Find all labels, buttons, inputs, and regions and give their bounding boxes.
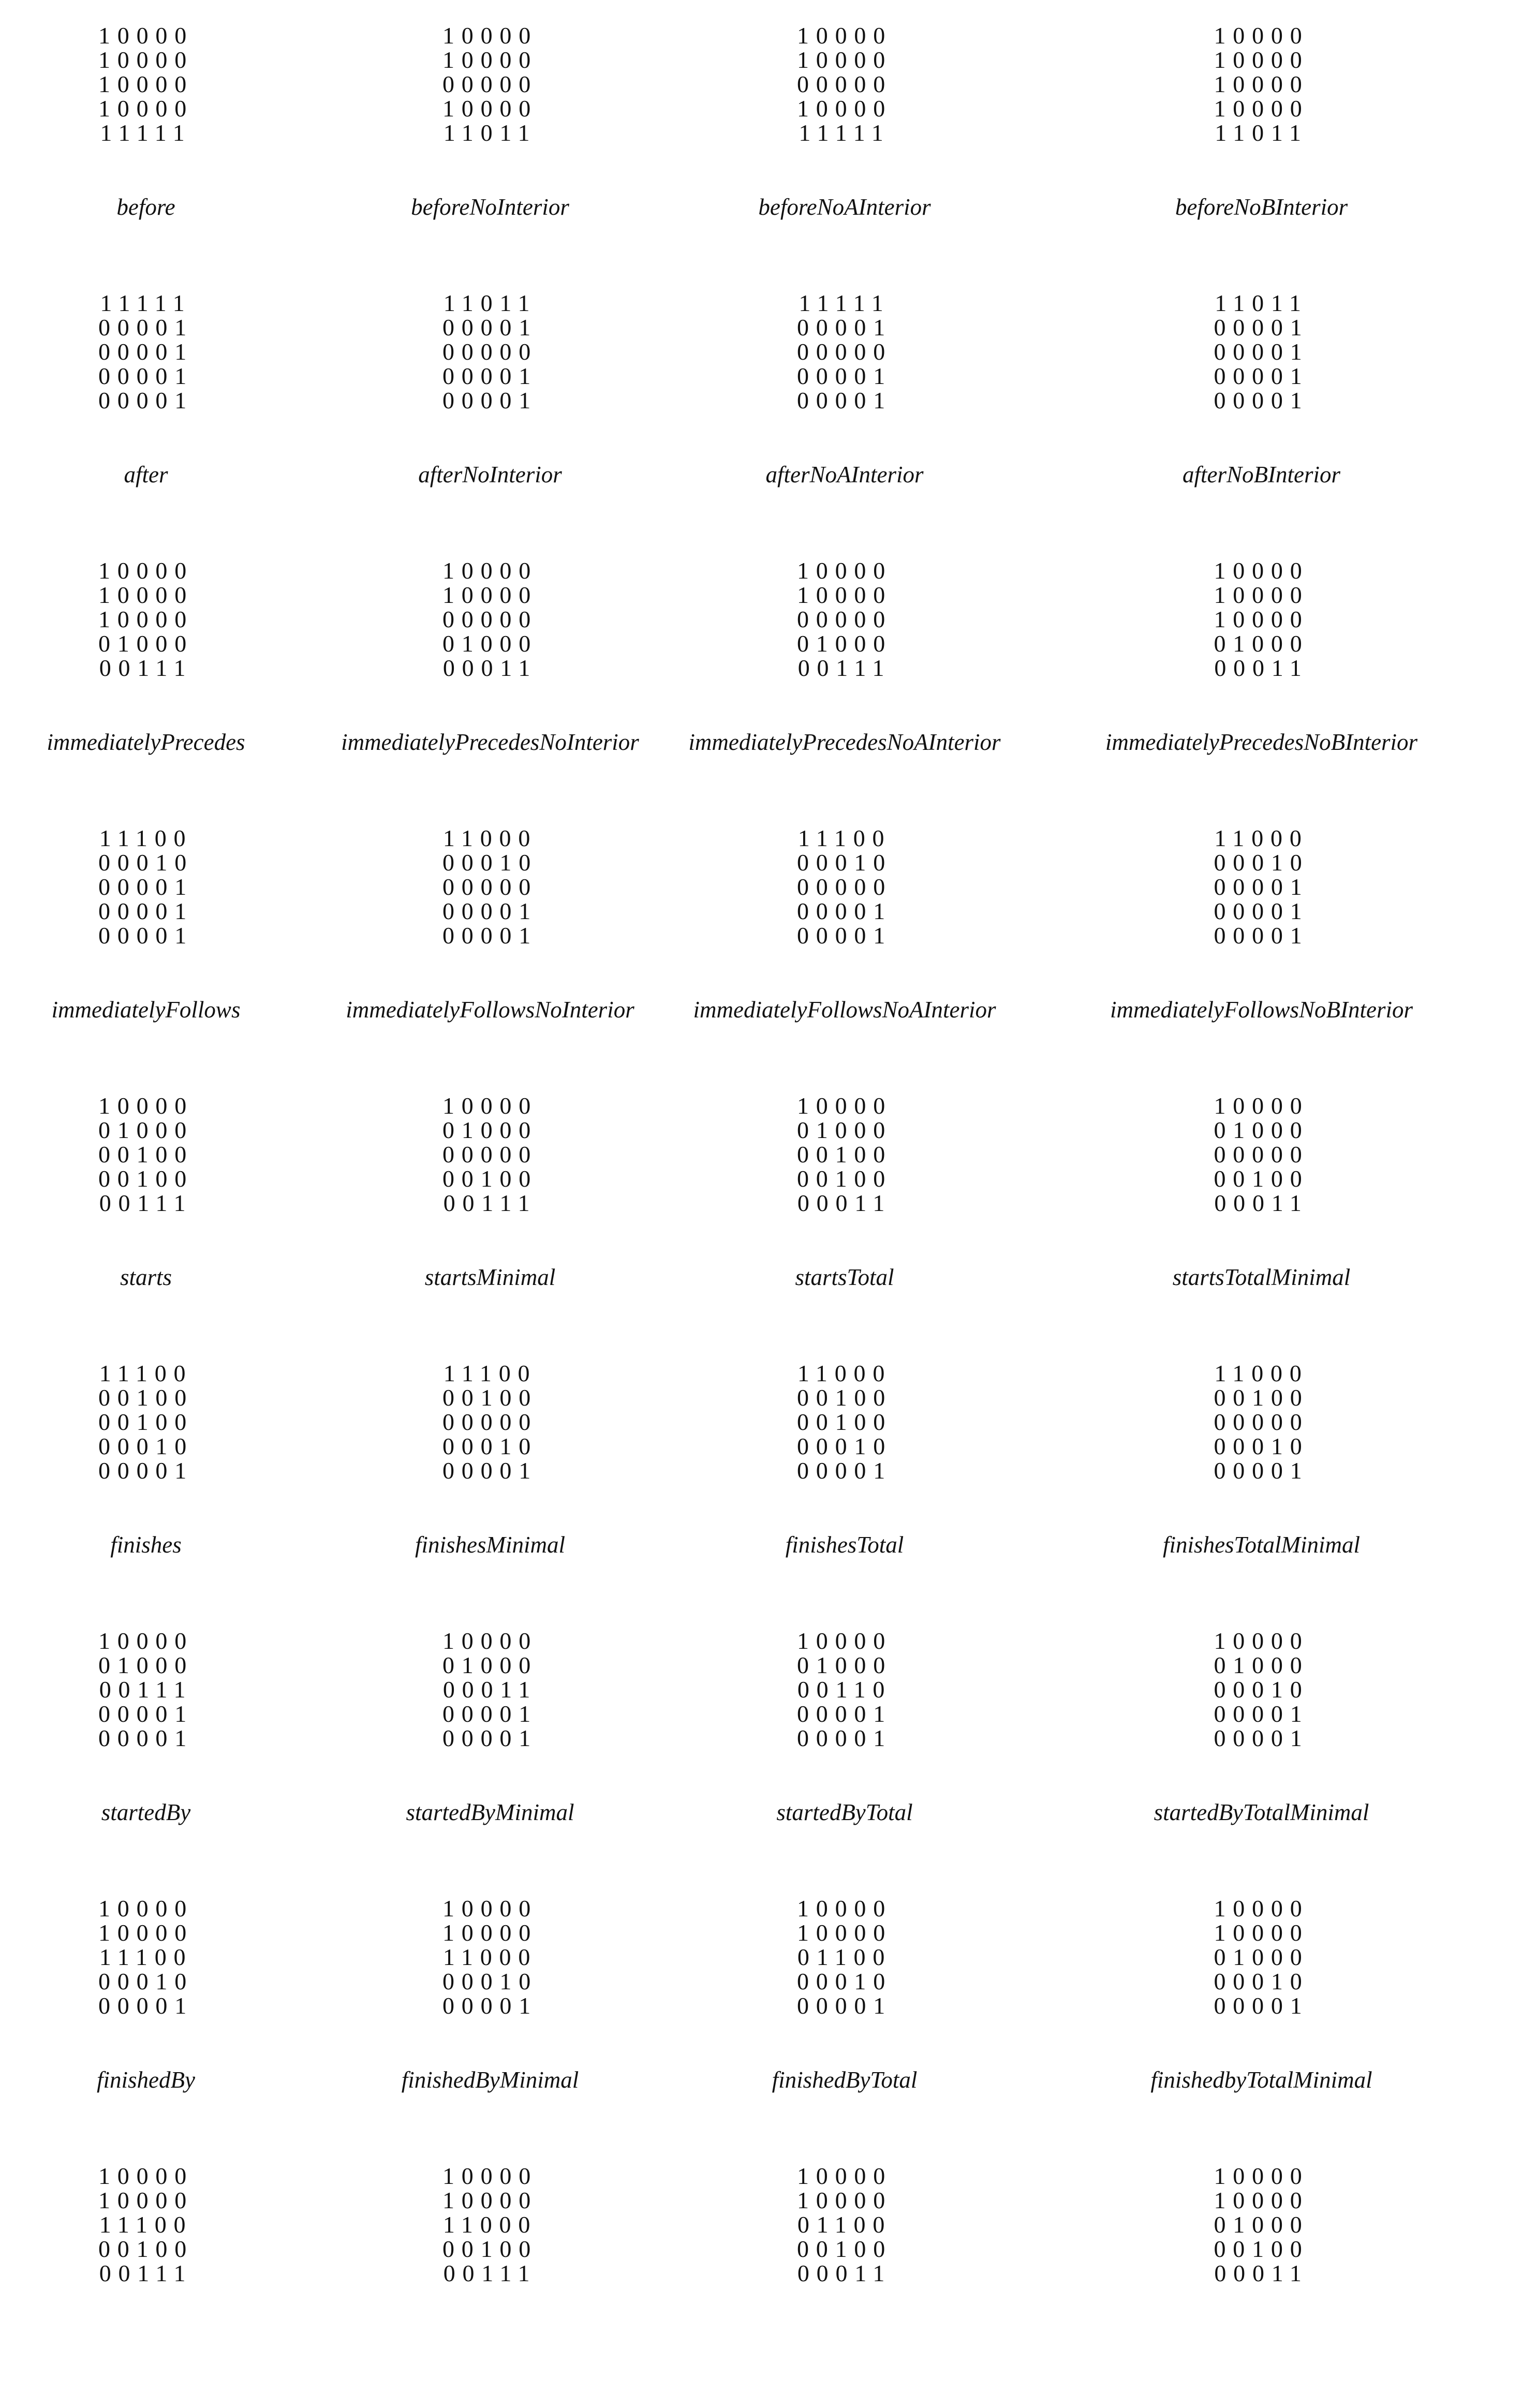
- matrix-row: 10000: [1214, 1628, 1309, 1654]
- matrix-row: 00001: [98, 363, 194, 389]
- bitmatrix: [98, 558, 194, 680]
- matrix-row: 00001: [797, 363, 892, 389]
- matrix-row: 00001: [1214, 338, 1309, 365]
- relation-cell: [1001, 268, 1522, 535]
- relation-label: immediatelyPrecedes: [47, 729, 245, 755]
- relation-label: finishedByTotal: [772, 2067, 918, 2093]
- relation-label: startsMinimal: [424, 1264, 556, 1290]
- matrix-row: 10000: [1214, 2163, 1309, 2189]
- relation-cell: [688, 1605, 1001, 1873]
- matrix-row: 00000: [442, 1141, 538, 1168]
- matrix-row: 00001: [797, 387, 892, 413]
- matrix-row: 00010: [1214, 1968, 1309, 1995]
- matrix-row: 01000: [1214, 1944, 1309, 1970]
- relation-cell: [688, 1873, 1001, 2140]
- matrix-row: 01000: [1214, 630, 1309, 657]
- relation-label: finishedByMinimal: [401, 2067, 579, 2093]
- relation-cell: [0, 1070, 292, 1338]
- matrix-row: 10000: [797, 22, 892, 49]
- matrix-row: 00111: [99, 1676, 193, 1703]
- matrix-row: 10000: [98, 2187, 194, 2213]
- matrix-row: 10000: [98, 1628, 194, 1654]
- relation-cell: [688, 268, 1001, 535]
- relation-cell: [688, 1338, 1001, 1605]
- matrix-row: 00111: [99, 1190, 193, 1216]
- bitmatrix: [797, 1629, 892, 1750]
- matrix-row: 10000: [442, 557, 538, 584]
- relation-label: beforeNoBInterior: [1175, 194, 1348, 220]
- matrix-row: 00011: [1214, 2260, 1309, 2286]
- relation-cell: [1001, 1070, 1522, 1338]
- matrix-row: 00001: [1214, 874, 1309, 900]
- relation-cell: [0, 535, 292, 803]
- matrix-row: 10000: [442, 1092, 538, 1119]
- matrix-row: 10000: [98, 582, 194, 608]
- matrix-row: 00010: [98, 1968, 194, 1995]
- matrix-row: 10000: [442, 47, 538, 73]
- relation-label: immediatelyFollowsNoBInterior: [1110, 997, 1413, 1023]
- matrix-row: 00001: [98, 387, 194, 413]
- matrix-row: 00110: [797, 1676, 892, 1703]
- matrix-row: 00001: [1214, 314, 1309, 341]
- matrix-row: 00000: [1214, 1141, 1309, 1168]
- bitmatrix: [1214, 558, 1309, 680]
- matrix-row: 11100: [99, 825, 193, 851]
- matrix-row: 01000: [98, 1652, 194, 1678]
- matrix-row: 00001: [442, 898, 538, 924]
- bitmatrix: [797, 1896, 892, 2018]
- matrix-row: 00010: [98, 849, 194, 876]
- bitmatrix: [797, 1361, 892, 1483]
- matrix-row: 00100: [98, 1409, 194, 1435]
- relation-label: immediatelyPrecedesNoInterior: [341, 729, 639, 755]
- matrix-row: 10000: [442, 2187, 538, 2213]
- matrix-row: 00000: [797, 338, 892, 365]
- matrix-row: 10000: [442, 22, 538, 49]
- relation-label: afterNoAInterior: [765, 462, 924, 487]
- matrix-row: 00001: [98, 874, 194, 900]
- relation-cell: [1001, 1873, 1522, 2140]
- matrix-row: 11011: [1215, 120, 1308, 146]
- matrix-row: 00000: [442, 606, 538, 632]
- relation-cell: [1001, 1605, 1522, 1873]
- relation-cell: [0, 1338, 292, 1605]
- matrix-row: 00000: [1214, 1409, 1309, 1435]
- matrix-row: 10000: [98, 95, 194, 122]
- matrix-row: 00001: [98, 898, 194, 924]
- matrix-row: 00100: [98, 2236, 194, 2262]
- matrix-row: 11100: [797, 825, 892, 851]
- matrix-row: 11111: [799, 120, 891, 146]
- matrix-row: 10000: [98, 557, 194, 584]
- matrix-row: 10000: [442, 1895, 538, 1922]
- matrix-row: 00011: [442, 1676, 538, 1703]
- matrix-row: 10000: [98, 1895, 194, 1922]
- relation-label: startsTotal: [795, 1264, 894, 1290]
- relation-label: immediatelyPrecedesNoAInterior: [688, 729, 1001, 755]
- bitmatrix: [442, 1094, 538, 1215]
- matrix-row: 00001: [98, 314, 194, 341]
- matrix-row: 00100: [797, 2236, 892, 2262]
- matrix-row: 01000: [797, 630, 892, 657]
- bitmatrix: [442, 1629, 538, 1750]
- relation-label: finishesMinimal: [415, 1532, 565, 1558]
- relation-cell: [292, 1873, 688, 2140]
- relation-cell: [0, 1873, 292, 2140]
- matrix-row: 11000: [442, 1944, 538, 1970]
- matrix-row: 01000: [442, 1652, 538, 1678]
- matrix-row: 11000: [442, 2211, 538, 2238]
- matrix-row: 00100: [797, 1384, 892, 1411]
- matrix-row: 00100: [442, 1165, 538, 1192]
- matrix-row: 00011: [797, 2260, 892, 2286]
- relation-cell: [292, 2140, 688, 2408]
- matrix-row: 00010: [442, 849, 538, 876]
- relation-cell: [1001, 2140, 1522, 2408]
- matrix-row: 00000: [797, 874, 892, 900]
- relation-cell: [1001, 535, 1522, 803]
- bitmatrix: [797, 558, 892, 680]
- matrix-row: 00001: [1214, 1992, 1309, 2019]
- relation-label: finishedBy: [97, 2067, 195, 2093]
- matrix-row: 01000: [797, 1117, 892, 1143]
- relation-cell: [292, 1070, 688, 1338]
- relation-label: startedByTotal: [776, 1799, 913, 1825]
- matrix-row: 00001: [98, 338, 194, 365]
- relation-label: before: [116, 194, 175, 220]
- matrix-row: 00111: [443, 1190, 537, 1216]
- relation-label: afterNoInterior: [418, 462, 562, 487]
- relation-cell: [0, 0, 292, 268]
- matrix-row: 00001: [1214, 1701, 1309, 1727]
- matrix-row: 11011: [443, 290, 537, 316]
- matrix-row: 10000: [1214, 1895, 1309, 1922]
- matrix-row: 00001: [1214, 922, 1309, 949]
- matrix-row: 01100: [797, 1944, 892, 1970]
- matrix-row: 10000: [1214, 95, 1309, 122]
- matrix-row: 01100: [797, 2211, 892, 2238]
- matrix-row: 10000: [442, 582, 538, 608]
- matrix-row: 11111: [100, 290, 192, 316]
- matrix-row: 00001: [797, 922, 892, 949]
- relation-cell: [0, 1605, 292, 1873]
- relation-label: beforeNoInterior: [411, 194, 569, 220]
- matrix-row: 10000: [1214, 1092, 1309, 1119]
- matrix-row: 01000: [1214, 1652, 1309, 1678]
- matrix-row: 10000: [1214, 71, 1309, 97]
- relation-label: startedBy: [101, 1799, 191, 1825]
- matrix-row: 00001: [442, 922, 538, 949]
- bitmatrix: [98, 1629, 194, 1750]
- relation-label: finishedbyTotalMinimal: [1150, 2067, 1372, 2093]
- relation-cell: [688, 535, 1001, 803]
- matrix-row: 00000: [442, 338, 538, 365]
- relation-label: immediatelyFollowsNoInterior: [346, 997, 634, 1023]
- bitmatrix: [1214, 1094, 1309, 1215]
- relation-cell: [292, 535, 688, 803]
- relation-label: after: [124, 462, 168, 487]
- matrix-row: 10000: [98, 1092, 194, 1119]
- relation-cell: [688, 2140, 1001, 2408]
- matrix-row: 11111: [799, 290, 891, 316]
- matrix-row: 00100: [797, 1409, 892, 1435]
- relation-cell: [1001, 0, 1522, 268]
- matrix-row: 10000: [1214, 2187, 1309, 2213]
- matrix-row: 00001: [442, 1701, 538, 1727]
- matrix-row: 10000: [98, 2163, 194, 2189]
- matrix-row: 00111: [99, 655, 193, 681]
- matrix-row: 00010: [1214, 1433, 1309, 1459]
- relation-label: immediatelyFollowsNoAInterior: [693, 997, 996, 1023]
- matrix-row: 00001: [442, 1992, 538, 2019]
- bitmatrix: [442, 826, 538, 948]
- matrix-row: 10000: [98, 1919, 194, 1946]
- bitmatrix: [98, 1094, 194, 1215]
- matrix-row: 10000: [442, 1628, 538, 1654]
- matrix-row: 00010: [797, 1968, 892, 1995]
- matrix-row: 10000: [797, 95, 892, 122]
- relation-cell: [0, 803, 292, 1070]
- matrix-row: 00001: [1214, 898, 1309, 924]
- matrix-row: 10000: [442, 2163, 538, 2189]
- bitmatrix: [797, 826, 892, 948]
- matrix-row: 00001: [797, 1725, 892, 1751]
- matrix-row: 10000: [797, 582, 892, 608]
- matrix-row: 00000: [797, 71, 892, 97]
- matrix-row: 00100: [98, 1165, 194, 1192]
- bitmatrix: [98, 1896, 194, 2018]
- relation-cell: [688, 803, 1001, 1070]
- matrix-row: 01000: [1214, 2211, 1309, 2238]
- relation-cell: [292, 268, 688, 535]
- matrix-row: 10000: [98, 606, 194, 632]
- relation-label: finishesTotal: [785, 1532, 904, 1558]
- matrix-row: 10000: [98, 22, 194, 49]
- matrix-row: 01000: [442, 630, 538, 657]
- matrix-row: 00100: [1214, 2236, 1309, 2262]
- matrix-row: 10000: [1214, 47, 1309, 73]
- matrix-row: 10000: [797, 1895, 892, 1922]
- matrix-row: 10000: [797, 2163, 892, 2189]
- matrix-row: 10000: [98, 71, 194, 97]
- matrix-row: 00001: [442, 363, 538, 389]
- bitmatrix: [1214, 1629, 1309, 1750]
- matrix-row: 00010: [1214, 849, 1309, 876]
- matrix-row: 00111: [443, 2260, 537, 2286]
- matrix-row: 10000: [797, 1092, 892, 1119]
- matrix-row: 11000: [1214, 1360, 1309, 1386]
- matrix-row: 00100: [98, 1141, 194, 1168]
- matrix-row: 00001: [797, 898, 892, 924]
- matrix-row: 11111: [100, 120, 192, 146]
- bitmatrix: [98, 1361, 194, 1483]
- bitmatrix: [797, 1094, 892, 1215]
- matrix-row: 00011: [1214, 655, 1309, 681]
- matrix-row: 00100: [442, 1384, 538, 1411]
- matrix-row: 00001: [442, 387, 538, 413]
- bitmatrix: [98, 2164, 194, 2285]
- matrix-row: 00011: [1214, 1190, 1309, 1216]
- bitmatrix: [442, 23, 538, 145]
- matrix-row: 00100: [797, 1141, 892, 1168]
- relation-cell: [1001, 1338, 1522, 1605]
- relation-cell: [688, 1070, 1001, 1338]
- matrix-row: 01000: [98, 630, 194, 657]
- matrix-row: 00010: [442, 1968, 538, 1995]
- matrix-row: 11000: [797, 1360, 892, 1386]
- matrix-row: 10000: [1214, 557, 1309, 584]
- matrix-row: 00011: [442, 655, 538, 681]
- relation-label: afterNoBInterior: [1183, 462, 1340, 487]
- matrix-row: 00011: [797, 1190, 892, 1216]
- matrix-row: 11000: [442, 825, 538, 851]
- matrix-row: 00000: [442, 874, 538, 900]
- bitmatrix: [442, 1361, 538, 1483]
- matrix-row: 00100: [1214, 1165, 1309, 1192]
- matrix-row: 01000: [1214, 1117, 1309, 1143]
- relation-cell: [292, 1605, 688, 1873]
- matrix-row: 10000: [1214, 1919, 1309, 1946]
- relation-cell: [292, 803, 688, 1070]
- bitmatrix: [1214, 1896, 1309, 2018]
- matrix-row: 00001: [98, 922, 194, 949]
- matrix-row: 10000: [797, 557, 892, 584]
- matrix-row: 10000: [797, 1919, 892, 1946]
- matrix-row: 00000: [442, 71, 538, 97]
- matrix-row: 00000: [797, 606, 892, 632]
- matrix-row: 00100: [98, 1384, 194, 1411]
- bitmatrix: [1214, 23, 1309, 145]
- matrix-row: 00000: [442, 1409, 538, 1435]
- bitmatrix: [797, 291, 892, 412]
- matrix-row: 00010: [797, 849, 892, 876]
- relation-cell: [1001, 803, 1522, 1070]
- bitmatrix: [442, 558, 538, 680]
- matrix-row: 00100: [1214, 1384, 1309, 1411]
- matrix-row: 01000: [442, 1117, 538, 1143]
- matrix-row: 00001: [98, 1701, 194, 1727]
- matrix-row: 01000: [797, 1652, 892, 1678]
- relation-label: startedByMinimal: [406, 1799, 574, 1825]
- matrix-row: 00010: [98, 1433, 194, 1459]
- matrix-row: 00010: [1214, 1676, 1309, 1703]
- relation-cell: [292, 0, 688, 268]
- matrix-row: 11011: [443, 120, 537, 146]
- relation-label: immediatelyFollows: [51, 997, 241, 1023]
- relation-cell: [0, 268, 292, 535]
- bitmatrix: [442, 2164, 538, 2285]
- bitmatrix: [797, 23, 892, 145]
- matrix-row: 00010: [442, 1433, 538, 1459]
- matrix-row: 00001: [1214, 1457, 1309, 1484]
- matrix-row: 00111: [99, 2260, 193, 2286]
- matrix-row: 00100: [442, 2236, 538, 2262]
- matrix-row: 00001: [442, 1725, 538, 1751]
- matrix-row: 10000: [797, 47, 892, 73]
- bitmatrix: [98, 291, 194, 412]
- matrix-row: 00001: [797, 1701, 892, 1727]
- relation-cell: [0, 2140, 292, 2408]
- matrix-row: 10000: [98, 47, 194, 73]
- relation-label: starts: [120, 1264, 172, 1290]
- bitmatrix: [442, 1896, 538, 2018]
- relation-cell: [688, 0, 1001, 268]
- matrix-row: 00001: [1214, 387, 1309, 413]
- matrix-row: 00010: [797, 1433, 892, 1459]
- matrix-row: 10000: [442, 95, 538, 122]
- matrix-row: 10000: [797, 1628, 892, 1654]
- matrix-row: 00001: [797, 1457, 892, 1484]
- matrix-row: 11100: [443, 1360, 537, 1386]
- relation-label: finishes: [110, 1532, 182, 1558]
- matrix-row: 01000: [98, 1117, 194, 1143]
- matrix-row: 00001: [442, 1457, 538, 1484]
- matrix-row: 11100: [99, 1944, 193, 1970]
- bitmatrix: [1214, 826, 1309, 948]
- relation-label: immediatelyPrecedesNoBInterior: [1105, 729, 1418, 755]
- bitmatrix: [98, 23, 194, 145]
- relation-label: startedByTotalMinimal: [1154, 1799, 1369, 1825]
- matrix-row: 11100: [99, 2211, 193, 2238]
- matrix-row: 00001: [797, 314, 892, 341]
- bitmatrix: [98, 826, 194, 948]
- matrix-row: 11011: [1215, 290, 1308, 316]
- bitmatrix: [442, 291, 538, 412]
- matrix-row: 10000: [1214, 606, 1309, 632]
- matrix-row: 00001: [442, 314, 538, 341]
- relation-label: startsTotalMinimal: [1172, 1264, 1351, 1290]
- matrix-row: 10000: [1214, 582, 1309, 608]
- bitmatrix: [797, 2164, 892, 2285]
- bitmatrix: [1214, 2164, 1309, 2285]
- matrix-row: 00001: [1214, 363, 1309, 389]
- matrix-row: 00001: [98, 1725, 194, 1751]
- bitmatrix: [1214, 291, 1309, 412]
- bitmatrix: [1214, 1361, 1309, 1483]
- matrix-row: 00001: [1214, 1725, 1309, 1751]
- matrix-row: 00001: [98, 1457, 194, 1484]
- matrix-row: 00001: [98, 1992, 194, 2019]
- matrix-row: 10000: [797, 2187, 892, 2213]
- matrix-row: 00100: [797, 1165, 892, 1192]
- relation-label: beforeNoAInterior: [758, 194, 931, 220]
- matrix-row: 10000: [1214, 22, 1309, 49]
- matrix-row: 00111: [797, 655, 892, 681]
- relation-cell: [292, 1338, 688, 1605]
- relation-label: finishesTotalMinimal: [1163, 1532, 1360, 1558]
- matrix-row: 10000: [442, 1919, 538, 1946]
- matrix-row: 11100: [99, 1360, 193, 1386]
- matrix-row: 00001: [797, 1992, 892, 2019]
- matrix-row: 11000: [1214, 825, 1309, 851]
